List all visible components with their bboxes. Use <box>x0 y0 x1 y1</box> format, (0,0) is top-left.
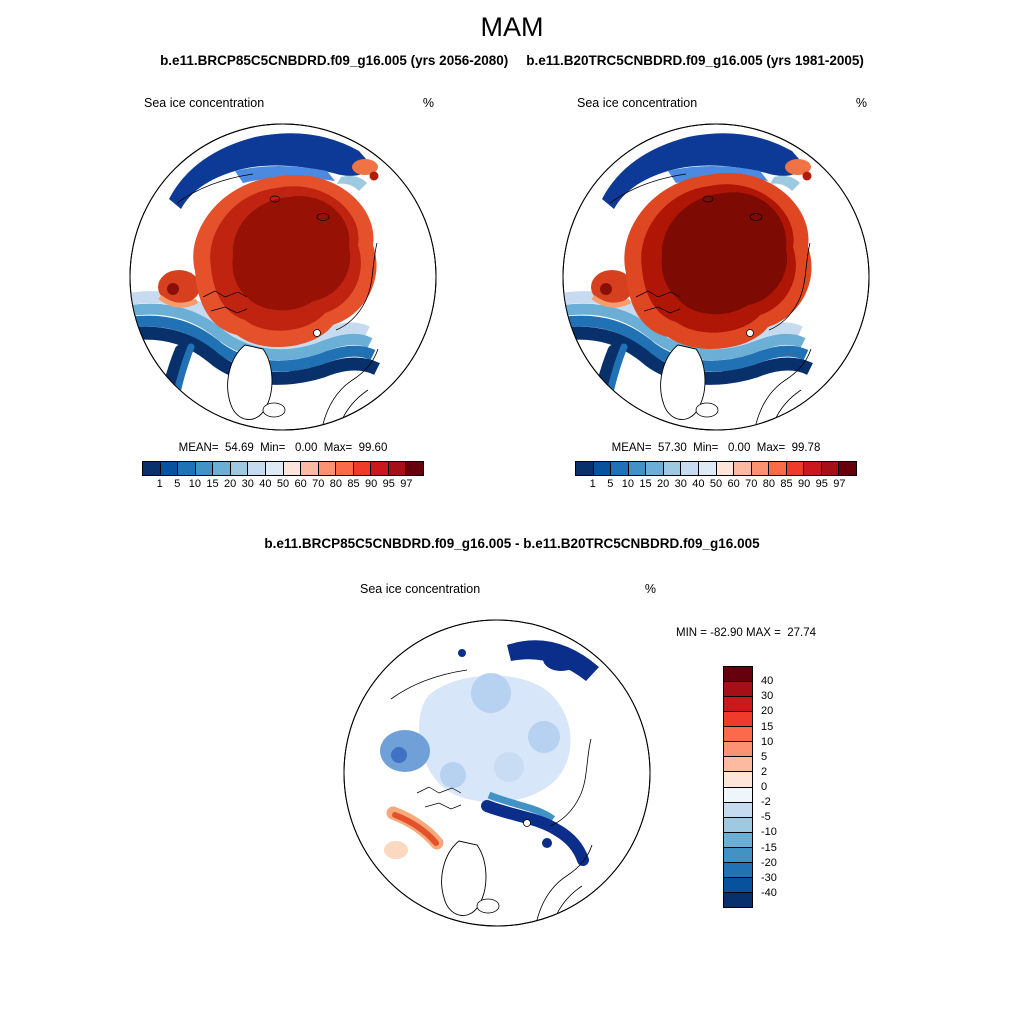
panel-b20trc <box>551 96 881 491</box>
polar-map-rcp85 <box>127 121 439 433</box>
colorbar-cells <box>575 461 857 476</box>
stats-line: MEAN= 57.30 Min= 0.00 Max= 99.78 <box>611 442 821 454</box>
panel-rcp85 <box>118 96 448 491</box>
field-label: Sea ice concentration <box>144 96 265 110</box>
colorbar-cells <box>142 461 424 476</box>
concentration-colorbar <box>575 461 857 491</box>
units-label: % <box>422 96 434 110</box>
colorbar-tick-labels: 1 5 10 15 20 30 40 50 60 70 80 85 90 95 97 <box>589 478 846 490</box>
polar-map-svg <box>341 617 653 929</box>
units-label: % <box>855 96 867 110</box>
subtitle-run-left: b.e11.BRCP85C5CNBDRD.f09_g16.005 (yrs 2056-2080) <box>160 53 509 68</box>
polar-map-svg <box>560 121 872 433</box>
stats-line: MEAN= 54.69 Min= 0.00 Max= 99.60 <box>178 442 388 454</box>
figure-subtitle <box>0 53 1024 68</box>
subtitle-run-right: b.e11.B20TRC5CNBDRD.f09_g16.005 (yrs 1981-2005) <box>526 53 864 68</box>
panel-diff-header <box>340 582 670 596</box>
polar-map-difference <box>341 617 653 929</box>
page-title: MAM <box>480 12 544 42</box>
difference-title: b.e11.BRCP85C5CNBDRD.f09_g16.005 - b.e11.B20TRC5CNBDRD.f09_g16.005 <box>264 536 760 551</box>
polar-map-b20trc <box>560 121 872 433</box>
panel-header <box>118 96 448 110</box>
concentration-colorbar <box>142 461 424 491</box>
panel-header <box>340 582 670 596</box>
colorbar-tick-labels: 1 5 10 15 20 30 40 50 60 70 80 85 90 95 97 <box>156 478 413 490</box>
panel-header <box>551 96 881 110</box>
colorbar-cells <box>723 666 753 908</box>
diff-minmax-line: MIN = -82.90 MAX = 27.74 <box>676 627 816 639</box>
polar-map-svg <box>127 121 439 433</box>
field-label: Sea ice concentration <box>360 582 481 596</box>
units-label: % <box>644 582 656 596</box>
field-label: Sea ice concentration <box>577 96 698 110</box>
difference-colorbar: 40 30 20 15 10 5 2 0 -2 -5 -10 -15 -20 -30 -40 <box>723 666 803 908</box>
